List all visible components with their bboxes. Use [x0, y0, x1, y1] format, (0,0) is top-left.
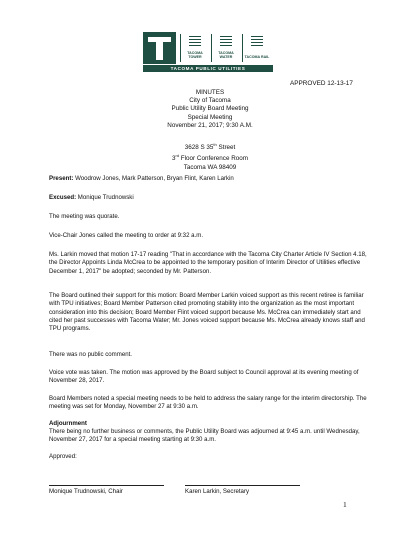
signature-line-left — [49, 485, 164, 486]
header-block — [110, 89, 310, 130]
excused-line: Excused: Monique Trudnowski — [49, 194, 134, 201]
signature-line-right — [185, 485, 300, 486]
public-comment-paragraph: There was no public comment. — [49, 351, 132, 358]
logo-unit-label: TACOMA WATER — [218, 51, 234, 59]
quorate-paragraph: The meeting was quorate. — [49, 213, 120, 220]
tacoma-public-utilities-logo — [143, 32, 273, 72]
adjournment-paragraph: There being no further business or comments, the Public Utility Board was adjourned at 9:45 a.m. until Wednesday, November 27, 2017 for a special meeting starting at 9:30 a.m. — [49, 428, 360, 444]
vote-paragraph: Voice vote was taken. The motion was approved by the Board subject to Council approval at its evening meeting of November 28, 2017. — [49, 369, 359, 385]
special-meeting-paragraph: Board Members noted a special meeting needs to be held to address the salary range for the interim directorship. The meeting was set for Monday, November 27 at 9:30 a.m. — [49, 395, 367, 411]
present-line: Present: Woodrow Jones, Mark Patterson, Bryan Flint, Karen Larkin — [49, 175, 234, 182]
approved-label: Approved: — [49, 453, 77, 460]
signature-name-chair: Monique Trudnowski, Chair — [49, 488, 123, 495]
room: 3rd Floor Conference Room — [171, 153, 249, 163]
adjournment-heading: Adjournment — [49, 420, 87, 427]
tower-wave-icon — [189, 36, 201, 48]
org-name: City of Tacoma — [189, 97, 231, 105]
support-paragraph: The Board outlined their support for this motion: Board Member Larkin voiced support as this recent retiree is familiar with TPU initiatives; Board Member Patterson cited promoting stability into the organization as the most important consideration into this decision; Board Member Flint voiced support because Ms. McCrea can immediately start and cited her past successes with Tacoma Water; Mr. Jones voiced support because Ms. McCrea already knows staff and TPU programs. — [49, 292, 365, 333]
city-zip: Tacoma WA 98409 — [183, 163, 237, 171]
meeting-type: Special Meeting — [187, 113, 233, 121]
logo-bar-text: TACOMA PUBLIC UTILITIES — [143, 65, 273, 72]
board-name: Public Utility Board Meeting — [171, 105, 249, 113]
water-wave-icon — [220, 36, 232, 48]
street-address: 3628 S 35th Street — [184, 142, 236, 152]
location-block — [110, 141, 310, 172]
minutes-title: MINUTES — [195, 89, 225, 96]
tacoma-rail-mark — [242, 34, 271, 62]
call-to-order-paragraph: Vice-Chair Jones called the meeting to order at 9:32 a.m. — [49, 232, 204, 239]
tacoma-tower-mark — [180, 34, 209, 62]
approved-stamp: APPROVED 12-13-17 — [290, 80, 353, 87]
signature-name-secretary: Karen Larkin, Secretary — [185, 488, 250, 495]
logo-unit-label: TACOMA TOWER — [187, 51, 203, 59]
tacoma-water-mark — [211, 34, 240, 62]
tacoma-t-logo-icon — [143, 32, 176, 64]
logo-unit-label: TACOMA RAIL — [244, 55, 270, 59]
meeting-datetime: November 21, 2017; 9:30 A.M. — [167, 121, 253, 129]
rail-wave-icon — [251, 36, 263, 48]
motion-paragraph: Ms. Larkin moved that motion 17-17 reading "That in accordance with the Tacoma City Charter Article IV Section 4.18, the Director Appoints Linda McCrea to be appointed to the temporary position of Interim Director of Utilities effective December 1, 2017" be adopted; seconded by Mr. Patterson. — [49, 251, 367, 275]
page-number: 1 — [343, 500, 347, 509]
